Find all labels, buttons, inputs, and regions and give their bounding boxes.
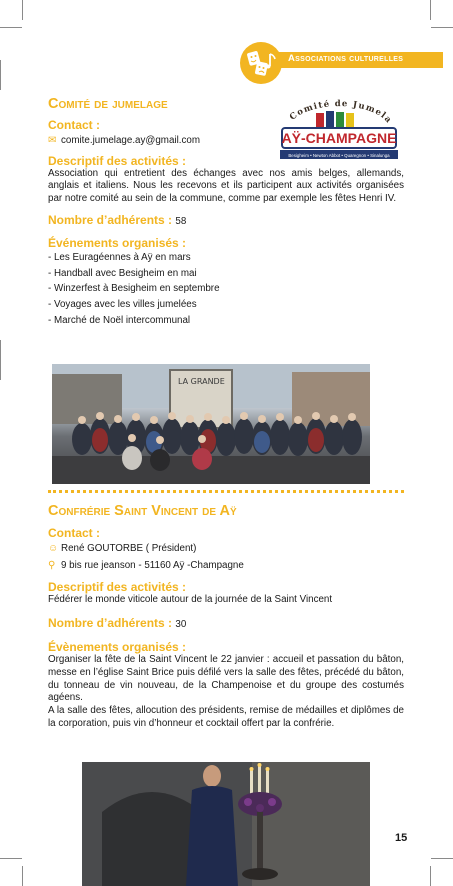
person-line xyxy=(48,543,404,556)
section-title-jumelage: Comité de jumelage xyxy=(48,96,168,112)
crop-mark xyxy=(430,0,431,20)
members-heading xyxy=(48,616,404,632)
activities-heading: Descriptif des activités : xyxy=(48,580,187,595)
contact-heading: Contact : xyxy=(48,526,100,540)
activities-text: Fédérer le monde viticole autour de la journée de la Saint Vincent xyxy=(48,594,333,606)
events-list xyxy=(48,250,404,329)
address-line xyxy=(48,560,404,573)
list-item: - Winzerfest à Besigheim en septembre xyxy=(48,283,220,295)
sign-text: LA GRANDE xyxy=(178,377,225,386)
email-link[interactable]: comite.jumelage.ay@gmail.com xyxy=(61,135,200,146)
logo-name: AŸ-CHAMPAGNE xyxy=(281,130,397,146)
crop-mark xyxy=(431,27,453,28)
members-label: Nombre d’adhérents : xyxy=(48,212,173,227)
activities-heading: Descriptif des activités : xyxy=(48,153,187,168)
crop-mark xyxy=(431,858,453,859)
activities-text: Association qui entretient des échanges avec nos amis belges, allemands, anglais et italiens. Nous les recevons et ils participent aux activités organisées par notre comité au sein de la commune, comme par exemple les fêtes Henri IV. xyxy=(48,167,404,205)
crop-mark xyxy=(430,866,431,886)
members-count: 58 xyxy=(175,215,187,227)
crop-mark xyxy=(0,858,22,859)
contact-heading: Contact : xyxy=(48,118,100,132)
list-item: - Les Euragéennes à Aÿ en mars xyxy=(48,251,191,263)
category-label: Associations culturelles xyxy=(288,53,404,64)
events-heading: Évènements organisés : xyxy=(48,640,187,655)
crop-mark xyxy=(22,866,23,886)
list-item: - Marché de Noël intercommunal xyxy=(48,314,191,326)
theatre-music-icon xyxy=(240,42,282,84)
section-title-confrerie: Confrérie Saint Vincent de Aÿ xyxy=(48,503,237,519)
crop-mark xyxy=(0,27,22,28)
email-line xyxy=(48,135,404,148)
location-pin-icon: ⚲ xyxy=(48,559,56,571)
person-name: René GOUTORBE ( Président) xyxy=(61,543,197,554)
crop-mark xyxy=(22,0,23,20)
list-item: - Handball avec Besigheim en mai xyxy=(48,267,197,279)
page-number: 15 xyxy=(395,832,408,844)
members-count: 30 xyxy=(175,619,187,631)
group-photo xyxy=(52,364,370,484)
logo-towns: Besigheim • Newton Abbot • Quaregnon • Sinalunga xyxy=(288,153,390,158)
members-label: Nombre d’adhérents : xyxy=(48,616,173,631)
address-text: 9 bis rue jeanson - 51160 Aÿ -Champagne xyxy=(61,559,244,571)
mail-icon: ✉ xyxy=(48,135,57,146)
section-confrerie xyxy=(48,503,404,730)
events-text-2: A la salle des fêtes, allocution des présidents, remise de médailles et diplômes de la corporation, puis vin d’honneur et cocktail offert par la confrérie. xyxy=(48,704,404,729)
page-content xyxy=(48,96,404,328)
members-heading xyxy=(48,213,404,229)
events-text-1: Organiser la fête de la Saint Vincent le 22 janvier : accueil et passation du bâton, messe en l’église Saint Brice puis défilé vers la salle des fêtes, précédé du bâton, du tonneau de vin nouveau, de la Champenoise et du groupe des costumés agéens. xyxy=(48,654,404,704)
list-item: - Voyages avec les villes jumelées xyxy=(48,298,197,310)
category-banner xyxy=(260,52,443,68)
ceremony-photo xyxy=(82,762,370,886)
section-divider xyxy=(48,490,404,493)
crop-mark xyxy=(0,60,1,90)
logo-arc-text: Comité de Jumela xyxy=(288,99,394,126)
crop-mark xyxy=(0,340,1,380)
person-icon: ☺ xyxy=(48,543,59,554)
events-heading: Événements organisés : xyxy=(48,235,187,250)
